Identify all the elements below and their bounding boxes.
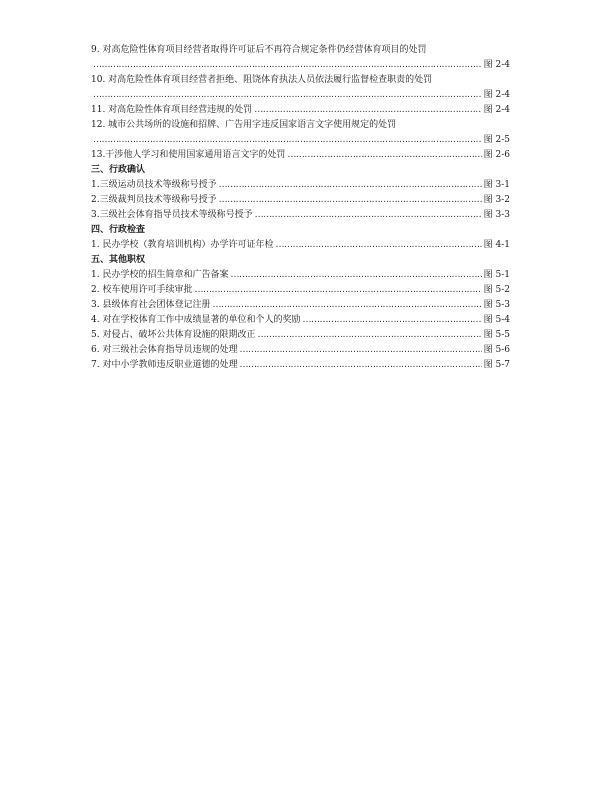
toc-entry-text: 2. 校车使用许可手续审批 bbox=[91, 285, 193, 295]
figure-ref: 图 3-1 bbox=[483, 180, 510, 190]
figure-ref: 图 4-1 bbox=[483, 240, 510, 250]
dot-leader bbox=[219, 193, 482, 208]
dot-leader bbox=[239, 343, 481, 358]
toc-entry-text: 6. 对三级社会体育指导员违规的处理 bbox=[91, 345, 238, 355]
dot-leader bbox=[93, 133, 482, 148]
toc-entry-text: 4. 对在学校体育工作中成绩显著的单位和个人的奖励 bbox=[91, 315, 301, 325]
section-heading-4: 四、行政检查 bbox=[91, 225, 146, 235]
dot-leader bbox=[287, 148, 481, 163]
figure-ref: 图 2-6 bbox=[483, 150, 510, 160]
toc-entry-text: 7. 对中小学教师违反职业道德的处理 bbox=[91, 360, 238, 370]
dot-leader bbox=[219, 178, 482, 193]
toc-entry-text: 10. 对高危险性体育项目经营者拒绝、阻饶体育执法人员依法履行监督检查职责的处罚 bbox=[91, 75, 433, 85]
toc-entry-11 bbox=[91, 103, 510, 118]
section-heading-5: 五、其他职权 bbox=[91, 255, 146, 265]
toc-entry-text: 13.干涉他人学习和使用国家通用语言文字的处罚 bbox=[91, 150, 286, 160]
dot-leader bbox=[230, 268, 481, 283]
toc-entry-10 bbox=[91, 73, 510, 103]
toc-entry-text: 1. 民办学校的招生简章和广告备案 bbox=[91, 270, 229, 280]
dot-leader bbox=[93, 58, 482, 73]
toc-entry-text: 5. 对侵占、破坏公共体育设施的限期改正 bbox=[91, 330, 256, 340]
dot-leader bbox=[257, 328, 481, 343]
toc-entry-5-7 bbox=[91, 358, 510, 373]
figure-ref: 图 5-4 bbox=[483, 315, 510, 325]
figure-ref: 图 5-5 bbox=[483, 330, 510, 340]
toc-entry-text: 3. 县级体育社会团体登记注册 bbox=[91, 300, 211, 310]
toc-entry-3-1 bbox=[91, 178, 510, 193]
toc-entry-9 bbox=[91, 43, 510, 73]
figure-ref: 图 5-2 bbox=[483, 285, 510, 295]
toc-entry-text: 12. 城市公共场所的设施和招牌、广告用字违反国家语言文字使用规定的处罚 bbox=[91, 120, 397, 130]
dot-leader bbox=[254, 103, 481, 118]
toc-entry-text: 1.三级运动员技术等级称号授予 bbox=[91, 180, 217, 190]
toc-entry-13 bbox=[91, 148, 510, 163]
figure-ref: 图 2-5 bbox=[483, 135, 510, 145]
toc-entry-5-4 bbox=[91, 313, 510, 328]
toc-entry-5-1 bbox=[91, 268, 510, 283]
toc-entry-3-3 bbox=[91, 208, 510, 223]
figure-ref: 图 5-7 bbox=[483, 360, 510, 370]
dot-leader bbox=[212, 298, 481, 313]
figure-ref: 图 5-1 bbox=[483, 270, 510, 280]
toc-entry-5-5 bbox=[91, 328, 510, 343]
figure-ref: 图 5-3 bbox=[483, 300, 510, 310]
dot-leader bbox=[302, 313, 481, 328]
toc-entry-4-1 bbox=[91, 238, 510, 253]
toc-entry-text: 9. 对高危险性体育项目经营者取得许可证后不再符合规定条件仍经营体育项目的处罚 bbox=[91, 45, 427, 55]
toc-entry-text: 2.三级裁判员技术等级称号授予 bbox=[91, 195, 217, 205]
figure-ref: 图 3-3 bbox=[483, 210, 510, 220]
figure-ref: 图 5-6 bbox=[483, 345, 510, 355]
dot-leader bbox=[93, 88, 482, 103]
figure-ref: 图 2-4 bbox=[483, 105, 510, 115]
toc-entry-text: 11. 对高危险性体育项目经营违规的处罚 bbox=[91, 105, 253, 115]
dot-leader bbox=[275, 238, 481, 253]
section-heading-3: 三、行政确认 bbox=[91, 165, 146, 175]
toc-entry-12 bbox=[91, 118, 510, 148]
toc-entry-3-2 bbox=[91, 193, 510, 208]
dot-leader bbox=[239, 358, 481, 373]
dot-leader bbox=[194, 283, 481, 298]
toc-entry-5-3 bbox=[91, 298, 510, 313]
toc-entry-text: 1. 民办学校（教育培训机构）办学许可证年检 bbox=[91, 240, 274, 250]
toc-entry-5-2 bbox=[91, 283, 510, 298]
toc-entry-text: 3.三级社会体育指导员技术等级称号授予 bbox=[91, 210, 253, 220]
dot-leader bbox=[255, 208, 482, 223]
figure-ref: 图 3-2 bbox=[483, 195, 510, 205]
toc-entry-5-6 bbox=[91, 343, 510, 358]
table-of-contents bbox=[91, 43, 510, 373]
figure-ref: 图 2-4 bbox=[483, 60, 510, 70]
figure-ref: 图 2-4 bbox=[483, 90, 510, 100]
